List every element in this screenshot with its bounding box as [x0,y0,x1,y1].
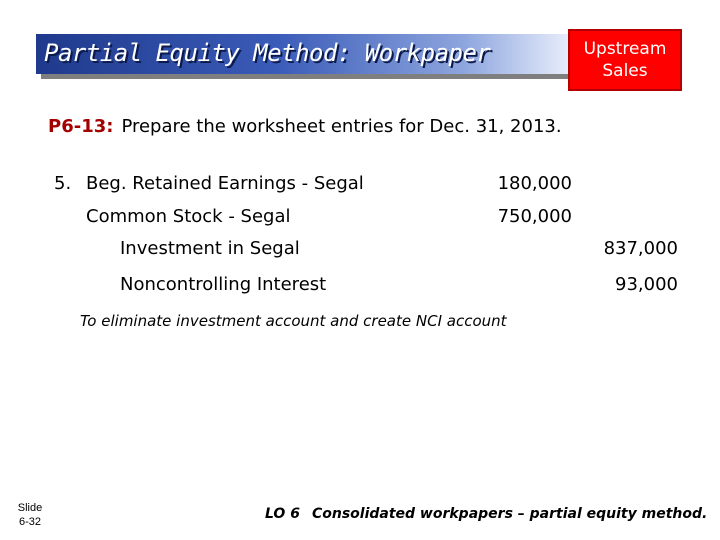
entry-note: To eliminate investment account and create NCI account [80,312,507,330]
lo-text: Consolidated workpapers – partial equity method. [311,506,708,522]
problem-statement [48,116,562,137]
entry-account-3: Investment in Segal [120,238,300,259]
slide-number: 6-32 [18,516,42,528]
problem-code: P6-13: [48,116,114,137]
entry-debit-1: 180,000 [497,173,572,194]
lo-code: LO 6 [265,506,300,522]
title-bar [36,34,571,74]
entry-credit-4: 93,000 [615,274,678,295]
upstream-sales-badge [568,29,682,91]
badge-line-1: Upstream [583,39,667,59]
entry-credit-3: 837,000 [603,238,678,259]
entry-debit-2: 750,000 [497,206,572,227]
entry-account-2: Common Stock - Segal [86,206,291,227]
entry-account-4: Noncontrolling Interest [120,274,327,295]
slide-word: Slide [17,502,43,514]
badge-line-2: Sales [602,61,648,81]
learning-objective-footer [265,506,707,522]
slide-title: Partial Equity Method: Workpaper [44,39,491,67]
slide-number-label [8,501,52,529]
entry-account-1: Beg. Retained Earnings - Segal [86,173,364,194]
problem-text: Prepare the worksheet entries for Dec. 31, 2013. [121,116,562,137]
entry-number: 5. [54,173,72,194]
